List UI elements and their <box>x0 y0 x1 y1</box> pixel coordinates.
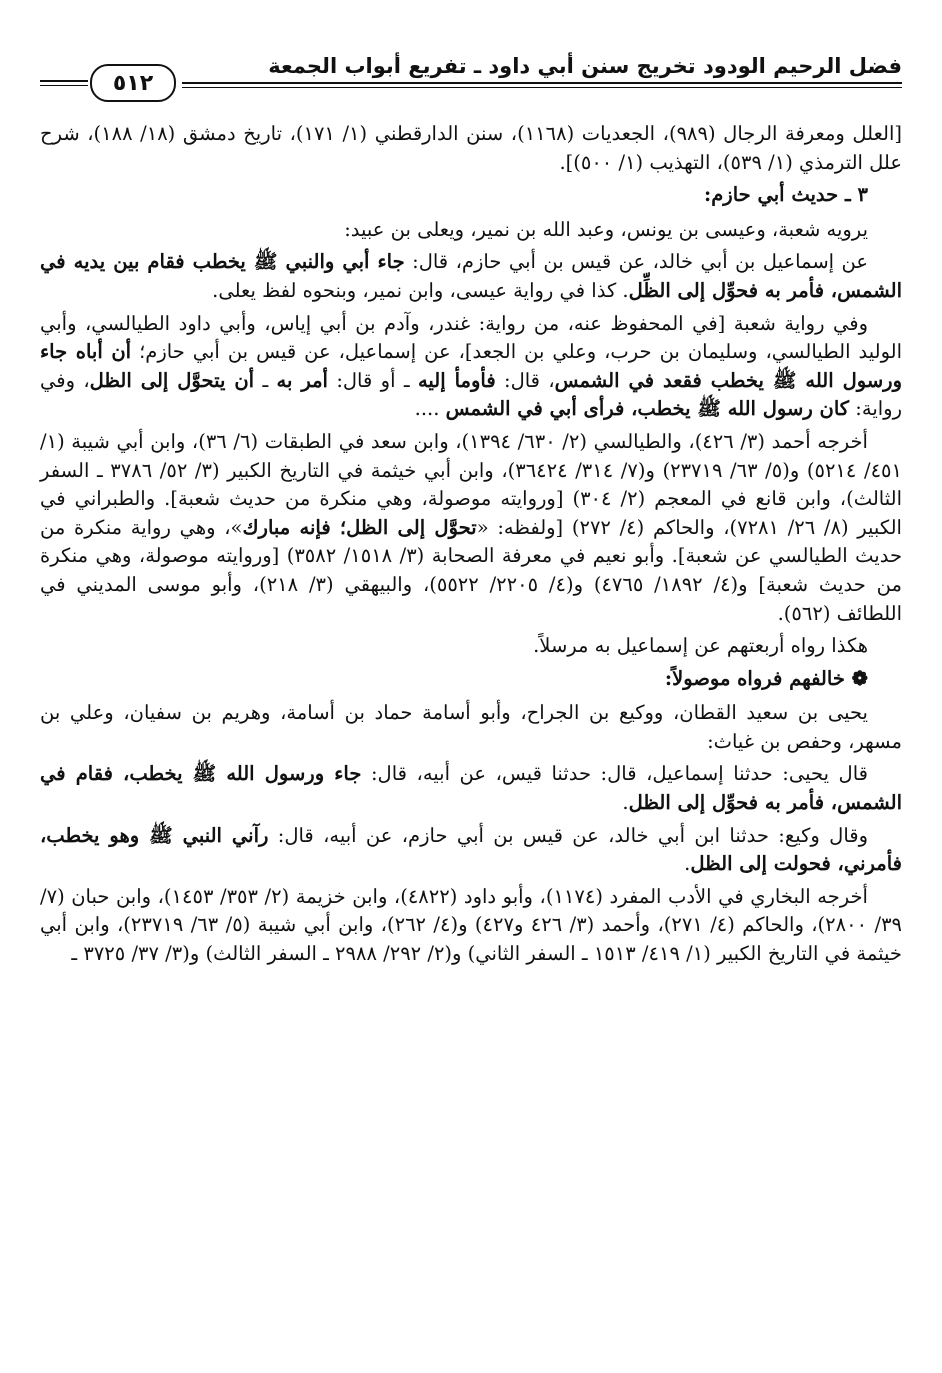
running-header <box>40 48 902 108</box>
paragraph <box>40 310 902 424</box>
paragraph <box>40 822 902 879</box>
text-run: عن إسماعيل بن أبي خالد، عن قيس بن أبي حازم، قال: <box>404 250 869 274</box>
text-run: ، وفي رواية: <box>40 368 902 421</box>
page-number-rule-thin <box>40 85 88 86</box>
paragraph: أخرجه البخاري في الأدب المفرد (١١٧٤)، وأبو داود (٤٨٢٢)، وابن خزيمة (٢/ ٣٥٣/ ١٤٥٣)، وابن حبان (٧/ ٣٩/ ٢٨٠٠)، والحاكم (٤/ ٢٧١)، وأحمد (٣/ ٤٢٦ و٤٢٧) و(٤/ ٢٦٢)، وابن أبي شيبة (٥/ ٦٣/ ٢٣٧١٩)، وابن أبي خيثمة في التاريخ الكبير (١/ ٤١٩/ ١٥١٣ ـ السفر الثاني) و(٢/ ٢٩٢/ ٢٩٨٨ ـ السفر الثالث) و(٣/ ٣٧/ ٣٧٢٥ ـ <box>40 884 903 966</box>
bold-hadith-text: تحوَّل إلى الظل؛ فإنه مبارك <box>242 515 477 539</box>
paragraph: هكذا رواه أربعتهم عن إسماعيل به مرسلاً. <box>533 634 868 658</box>
section-heading: ٣ ـ حديث أبي حازم: <box>704 183 868 207</box>
text-run: . <box>684 852 691 876</box>
text-run: .... <box>414 397 446 421</box>
bold-hadith-text: جاء أبي والنبي ﷺ يخطب فقام بين يديه في الشمس، فأمر به فحوِّل إلى الظِّل <box>40 250 902 302</box>
paragraph: [العلل ومعرفة الرجال (٩٨٩)، الجعديات (١١٦٨)، سنن الدارقطني (١/ ١٧١)، تاريخ دمشق (١٨/ ١٨٨)، شرح علل الترمذي (١/ ٥٣٩)، التهذيب (١/ ٥٠٠)]. <box>40 122 902 174</box>
text-run: قال يحيى: حدثنا إسماعيل، قال: حدثنا قيس، عن أبيه، قال: <box>361 762 868 786</box>
text-run: ـ <box>254 368 277 392</box>
text-run: أخرجه أحمد (٣/ ٤٢٦)، والطيالسي (٢/ ٦٣٠/ ١٣٩٤)، وابن سعد في الطبقات (٦/ ٣٦)، وابن أبي شيبة (١/ ٤٥١/ ٥٢١٤) و(٥/ ٦٣/ ٢٣٧١٩) و(٧/ ٣١٤/ ٣٦٤٢٤)، وابن أبي خيثمة في التاريخ الكبير (٣/ ٥٢/ ٣٧٨٦ ـ السفر الثالث)، وابن قانع في المعجم (٢/ ٣٠٤) [وروايته موصولة، وهي منكرة من حديث شعبة]. والطبراني في الكبير (٨/ ٢٦/ ٧٢٨١)، والحاكم (٤/ ٢٧٢) [ولفظه: « <box>40 429 902 539</box>
text-run: وقال وكيع: حدثنا ابن أبي خالد، عن قيس بن أبي حازم، عن أبيه، قال: <box>268 823 868 847</box>
paragraph: يحيى بن سعيد القطان، ووكيع بن الجراح، وأبو أسامة حماد بن أسامة، وهريم بن سفيان، وعلي بن مسهر، وحفص بن غياث: <box>40 701 902 753</box>
document-page <box>40 48 902 1338</box>
bold-hadith-text: أمر به <box>276 368 328 392</box>
section-heading: ❁ خالفهم فرواه موصولاً: <box>664 666 868 690</box>
header-rule-thin <box>182 87 902 88</box>
bold-hadith-text: جاء ورسول الله ﷺ يخطب، فقام في الشمس، فأمر به فحوِّل إلى الظل <box>40 762 902 815</box>
text-run: »، وهي رواية منكرة من حديث الطيالسي عن شعبة]. وأبو نعيم في معرفة الصحابة (٣/ ١٥١٨/ ٣٥٨٢) [وروايته موصولة، وهي منكرة من حديث شعبة] و(٤/ ١٨٩٢/ ٤٧٦٥) و(٤/ ٢٢٠٥/ ٥٥٢٢)، والبيهقي (٣/ ٢١٨)، وأبو موسى المديني في اللطائف (٥٦٢). <box>40 515 902 625</box>
paragraph: يرويه شعبة، وعيسى بن يونس، وعبد الله بن نمير، ويعلى بن عبيد: <box>344 217 868 241</box>
page-number-rule <box>40 80 88 82</box>
header-title: فضل الرحيم الودود تخريج سنن أبي داود ـ تفريع أبواب الجمعة <box>268 54 902 78</box>
bold-hadith-text: أن يتحوَّل إلى الظل <box>89 368 255 392</box>
text-run: . <box>622 791 629 815</box>
bold-hadith-text: فأومأ إليه <box>417 368 496 392</box>
text-run: ، قال: <box>495 368 555 392</box>
paragraph <box>40 760 902 817</box>
paragraph <box>40 428 902 628</box>
text-run: ـ أو قال: <box>327 368 418 392</box>
page-body <box>40 120 902 969</box>
text-run: وفي رواية شعبة [في المحفوظ عنه، من رواية: غندر، وآدم بن أبي إياس، وأبي داود الطيالسي، وأبي الوليد الطيالسي، وسليمان بن حرب، وعلي بن الجعد]، عن إسماعيل، عن قيس بن أبي حازم؛ <box>40 311 903 364</box>
bold-hadith-text: رآني النبي ﷺ وهو يخطب، فأمرني، فحولت إلى الظل <box>40 823 902 876</box>
text-run: . كذا في رواية عيسى، وابن نمير، وبنحوه لفظ يعلى. <box>212 278 629 302</box>
paragraph <box>40 248 902 305</box>
bold-hadith-text: كان رسول الله ﷺ يخطب، فرأى أبي في الشمس <box>445 397 850 421</box>
page-number: ٥١٢ <box>112 70 154 96</box>
header-rule <box>182 82 902 84</box>
page-number-badge <box>90 64 176 102</box>
bold-hadith-text: أن أباه جاء ورسول الله ﷺ يخطب فقعد في الشمس <box>40 340 902 392</box>
